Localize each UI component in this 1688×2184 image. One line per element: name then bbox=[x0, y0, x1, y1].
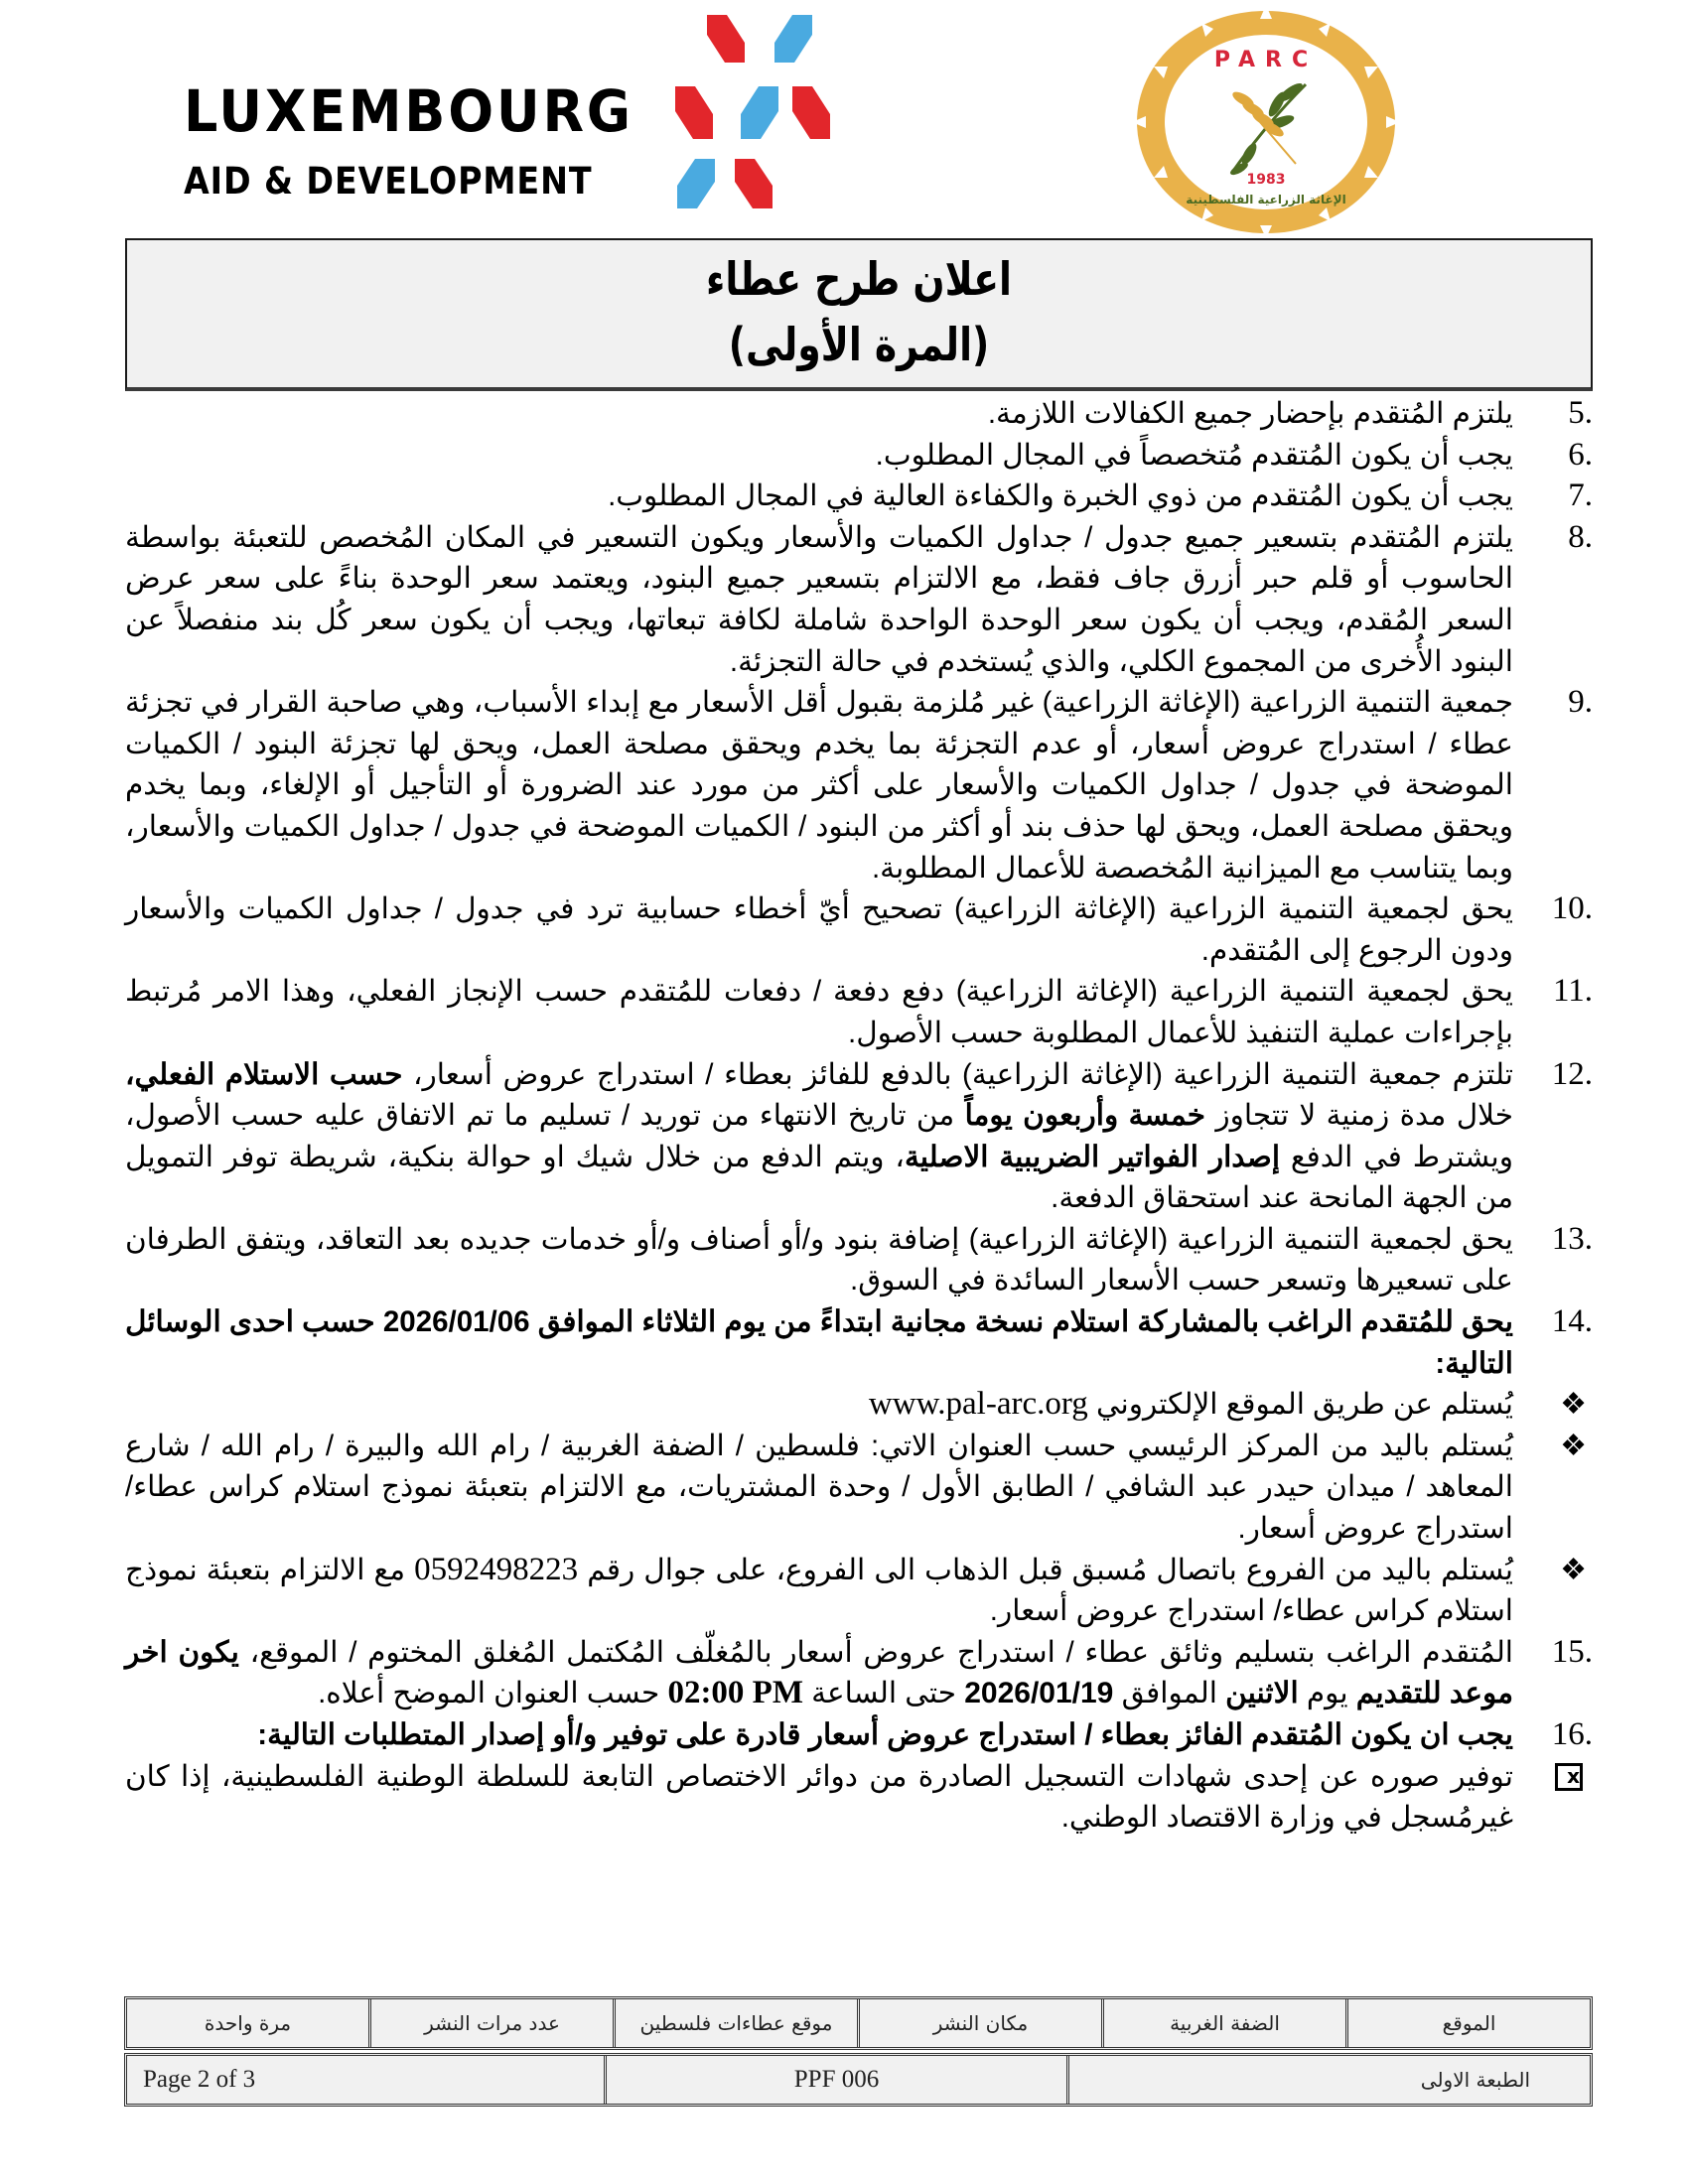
item-text-part: الموافق bbox=[1113, 1677, 1226, 1710]
svg-text:1983: 1983 bbox=[1246, 172, 1286, 188]
logo-text-aid-development: AID & DEVELOPMENT bbox=[184, 160, 593, 203]
item-text: يحق للمُتقدم الراغب بالمشاركة استلام نسخة مجانية ابتداءً من يوم الثلاثاء الموافق 2026/01/06 حسب احدى الوسائل التالية: bbox=[125, 1305, 1514, 1380]
requirement-registration bbox=[125, 1756, 1593, 1839]
item-text: يحق لجمعية التنمية الزراعية (الإغاثة الزراعية) إضافة بنود و/أو أصناف و/أو خدمات جديده بعد التعاقد، ويتفق الطرفان على تسعيرها وتسعر حسب الأسعار السائدة في السوق. bbox=[125, 1222, 1513, 1297]
item-number: 12. bbox=[1551, 1055, 1593, 1092]
list-item-copy-availability bbox=[125, 1301, 1593, 1384]
item-text: جمعية التنمية الزراعية (الإغاثة الزراعية) غير مُلزمة بقبول أقل الأسعار مع إبداء الأسباب، وهي صاحبة القرار في تجزئة عطاء / استدراج عروض أسعار، أو عدم التجزئة بما يخدم ويحقق مصلحة العمل، ويحق لها تجزئة البنود / الكميات الموضحة في جدول / جداول الكميات والأسعار على أكثر من مورد عند الضرورة أو التأجيل أو الإلغاء، وبما يخدم ويحقق مصلحة العمل، ويحق لها حذف بند أو أكثر من البنود / الكميات الموضحة في جدول / جداول الكميات والأسعار، وبما يتناسب مع الميزانية المُخصصة للأعمال المطلوبة. bbox=[125, 686, 1513, 885]
item-text-part: يوم bbox=[1298, 1677, 1356, 1710]
footer-cell-publication-place-label: مكان النشر bbox=[857, 1999, 1101, 2047]
list-item-requirements bbox=[125, 1714, 1593, 1756]
terms-list bbox=[125, 393, 1593, 1839]
page-number: Page 2 of 3 bbox=[143, 2066, 256, 2093]
svg-text:الإغاثة الزراعية الفلسطينية: الإغاثة الزراعية الفلسطينية bbox=[1186, 193, 1346, 206]
item-text: يحق لجمعية التنمية الزراعية (الإغاثة الزراعية) دفع دفعة / دفعات للمُتقدم حسب الإنجاز الفعلي، وهذا الامر مُرتبط بإجراءات عملية التنفيذ للأعمال المطلوبة حسب الأصول. bbox=[125, 975, 1513, 1049]
item-text-part: حسب العنوان الموضح أعلاه. bbox=[318, 1677, 668, 1710]
page-subtitle: (المرة الأولى) bbox=[728, 318, 990, 371]
method-text: يُستلم عن طريق الموقع الإلكتروني bbox=[1095, 1388, 1513, 1422]
parc-logo bbox=[1132, 5, 1400, 238]
item-text-part: ، ويتم الدفع من خلال شيك او حوالة بنكية، شريطة توفر التمويل من الجهة المانحة عند استحقاق الدفعة. bbox=[125, 1140, 1513, 1215]
method-branches bbox=[125, 1550, 1593, 1632]
item-number: 10. bbox=[1551, 890, 1593, 927]
list-item bbox=[125, 682, 1593, 888]
page-title: اعلان طرح عطاء bbox=[706, 252, 1012, 306]
footer-cell-publication-count-label: عدد مرات النشر bbox=[368, 1999, 613, 2047]
footer-cell-publication-place-value: موقع عطاءات فلسطين bbox=[613, 1999, 857, 2047]
deadline-day: الاثنين bbox=[1225, 1677, 1299, 1710]
list-item bbox=[125, 888, 1593, 971]
item-text: يجب أن يكون المُتقدم من ذوي الخبرة والكفاءة العالية في المجال المطلوب. bbox=[608, 479, 1513, 513]
logo-text-luxembourg: LUXEMBOURG bbox=[184, 77, 633, 145]
item-text-part: خلال مدة زمنية لا تتجاوز bbox=[1205, 1099, 1513, 1133]
list-item bbox=[125, 435, 1593, 477]
item-number: 9. bbox=[1568, 684, 1593, 721]
item-text: يحق لجمعية التنمية الزراعية (الإغاثة الزراعية) تصحيح أيّ أخطاء حسابية ترد في جدول / جداول الكميات والأسعار ودون الرجوع إلى المُتقدم. bbox=[125, 892, 1513, 967]
method-text: مع الالتزام بتعبئة نموذج استلام كراس عطاء/ استدراج عروض أسعار. bbox=[125, 1553, 1513, 1628]
item-text: يجب أن يكون المُتقدم مُتخصصاً في المجال المطلوب. bbox=[875, 438, 1513, 472]
deadline-date: 2026/01/19 bbox=[964, 1677, 1114, 1710]
item-text: يلتزم المُتقدم بتسعير جميع جدول / جداول الكميات والأسعار ويكون التسعير في المكان المُخصص للتعبئة بواسطة الحاسوب أو قلم حبر أزرق جاف فقط، مع الالتزام بتسعير جميع البنود، ويعتمد سعر الوحدة بناءً على سعر عرض السعر المُقدم، ويجب أن يكون سعر الوحدة الواحدة شاملة لكافة تبعاتها، ويجب أن يكون سعر كُل بند منفصلاً عن البنود الأُخرى من المجموع الكلي، والذي يُستخدم في حالة التجزئة. bbox=[125, 520, 1513, 678]
item-number: 5. bbox=[1568, 395, 1593, 431]
phone-number: 0592498223 bbox=[414, 1551, 579, 1587]
document-code: PPF 006 bbox=[604, 2056, 1067, 2104]
footer-cell-location-label: الموقع bbox=[1345, 1999, 1590, 2047]
item-text-bold: إصدار الفواتير الضريبية الاصلية bbox=[904, 1140, 1281, 1173]
method-text: يُستلم باليد من المركز الرئيسي حسب العنوان الاتي: فلسطين / الضفة الغربية / رام الله والبيرة / رام الله / شارع المعاهد / ميدان حيدر عبد الشافي / الطابق الأول / وحدة المشتريات، مع الالتزام بتعبئة نموذج استلام كراس عطاء/ استدراج عروض أسعار. bbox=[125, 1429, 1513, 1546]
luxembourg-aid-logo bbox=[184, 15, 859, 213]
edition-label: الطبعة الاولى bbox=[1066, 2056, 1590, 2104]
item-text-bold: حسب الاستلام الفعلي، bbox=[125, 1057, 403, 1091]
diamond-bullet-icon: ❖ bbox=[1560, 1553, 1587, 1586]
footer-publication-table bbox=[124, 1996, 1593, 2050]
svg-text:PARC: PARC bbox=[1213, 48, 1319, 72]
item-text-part: تلتزم جمعية التنمية الزراعية (الإغاثة الزراعية) بالدفع للفائز بعطاء / استدراج عروض أسعار، bbox=[402, 1057, 1513, 1091]
list-item bbox=[125, 1219, 1593, 1301]
item-number: 13. bbox=[1551, 1220, 1593, 1257]
website-link[interactable]: www.pal-arc.org bbox=[868, 1386, 1088, 1423]
list-item-payment-terms bbox=[125, 1054, 1593, 1219]
list-item bbox=[125, 971, 1593, 1053]
item-number: 15. bbox=[1551, 1633, 1593, 1670]
list-item bbox=[125, 393, 1593, 435]
item-text: يجب ان يكون المُتقدم الفائز بعطاء / استدراج عروض أسعار قادرة على توفير و/أو إصدار المتطلبات التالية: bbox=[257, 1718, 1513, 1751]
footer-document-table bbox=[124, 2053, 1593, 2107]
item-number: 14. bbox=[1551, 1303, 1593, 1340]
item-number: 16. bbox=[1551, 1716, 1593, 1752]
item-number: 6. bbox=[1568, 436, 1593, 473]
list-item-deadline bbox=[125, 1632, 1593, 1714]
diamond-bullet-icon: ❖ bbox=[1560, 1388, 1587, 1422]
item-text-part: المُتقدم الراغب بتسليم وثائق عطاء / استدراج عروض أسعار بالمُغلّف المُكتمل المُغلق المختوم / الموقع، bbox=[238, 1635, 1514, 1669]
deadline-time: 02:00 PM bbox=[667, 1675, 803, 1711]
method-website bbox=[125, 1384, 1593, 1426]
item-number: 8. bbox=[1568, 518, 1593, 555]
item-text-part: حتى الساعة bbox=[802, 1677, 965, 1710]
item-number: 11. bbox=[1552, 973, 1593, 1010]
item-number: 7. bbox=[1568, 478, 1593, 514]
method-text: يُستلم باليد من الفروع باتصال مُسبق قبل الذهاب الى الفروع، على جوال رقم bbox=[578, 1553, 1513, 1586]
list-item bbox=[125, 517, 1593, 682]
item-text-bold: خمسة وأربعون يوماً bbox=[964, 1099, 1205, 1133]
method-main-office bbox=[125, 1426, 1593, 1550]
diamond-bullet-icon: ❖ bbox=[1560, 1429, 1587, 1462]
requirement-text: توفير صوره عن إحدى شهادات التسجيل الصادرة من دوائر الاختصاص التابعة للسلطة الوطنية الفلسطينية، إذا كان غيرمُسجل في وزارة الاقتصاد الوطني. bbox=[125, 1759, 1513, 1835]
checked-box-icon: x bbox=[1555, 1763, 1583, 1791]
list-item bbox=[125, 476, 1593, 517]
deadline-label: يكون اخر موعد للتقديم bbox=[125, 1635, 1513, 1710]
item-text: يلتزم المُتقدم بإحضار جميع الكفالات اللازمة. bbox=[987, 397, 1513, 430]
footer-cell-publication-count-value: مرة واحدة bbox=[204, 2011, 292, 2035]
item-text-part: من تاريخ الانتهاء من توريد / تسليم ما تم الاتفاق عليه حسب الأصول، ويشترط في الدفع bbox=[125, 1099, 1513, 1173]
footer-cell-location-value: الضفة الغربية bbox=[1101, 1999, 1345, 2047]
announcement-title-box bbox=[125, 238, 1593, 391]
luxembourg-x-mark-icon bbox=[675, 15, 854, 208]
